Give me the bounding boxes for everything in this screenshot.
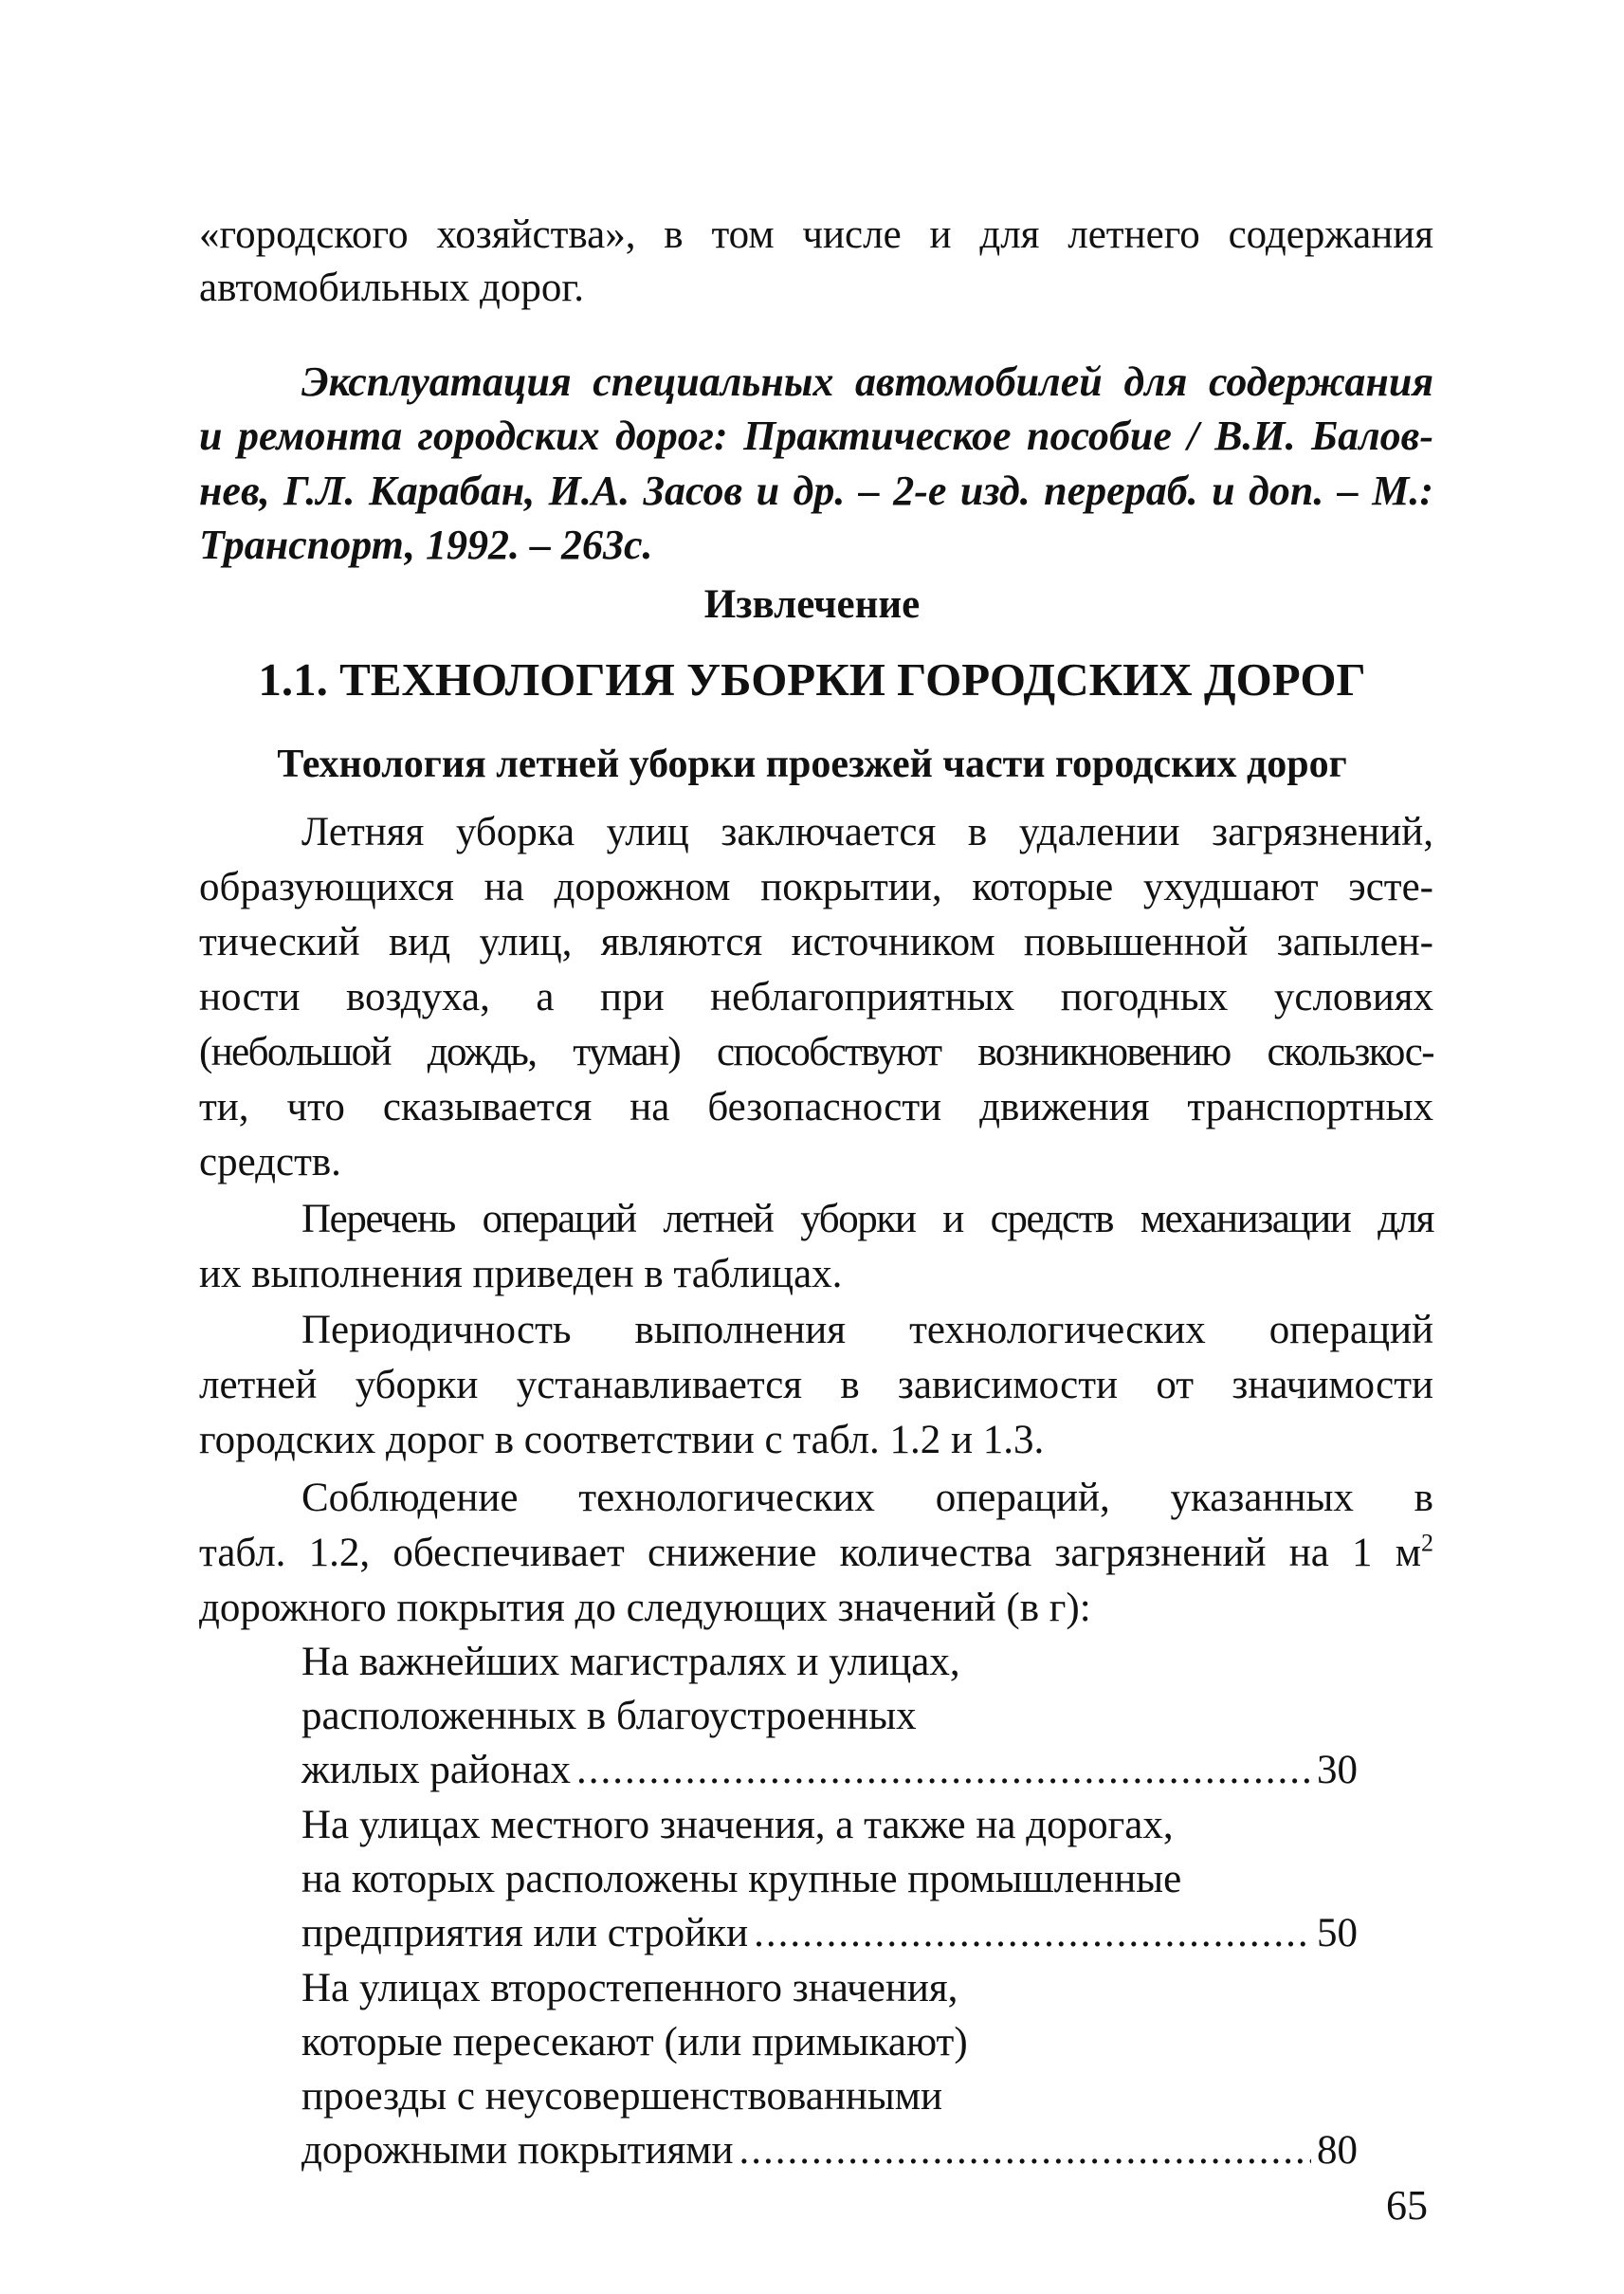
value-item-line: которые пересекают (или примыкают) xyxy=(301,2020,968,2065)
paragraph-line: дорожного покрытия до следующих значений (в г): xyxy=(199,1586,1091,1630)
value-item-label: предприятия или стройки xyxy=(301,1911,749,1955)
intro-line: автомобильных дорог. xyxy=(199,266,584,310)
superscript: 2 xyxy=(1421,1529,1433,1557)
value-item-line: На важнейших магистралях и улицах, xyxy=(301,1640,960,1684)
reference-line: Эксплуатация специальных автомобилей для содержания xyxy=(301,358,1433,405)
value-item-leader xyxy=(301,2124,1358,2177)
value-item-line: расположенных в благоустроенных xyxy=(301,1694,917,1738)
value-item-number: 80 xyxy=(1317,2128,1358,2173)
section-title: 1.1. ТЕХНОЛОГИЯ УБОРКИ ГОРОДСКИХ ДОРОГ xyxy=(258,653,1366,706)
reference-line: и ремонта городских дорог: Практическое пособие / В.И. Балов- xyxy=(199,413,1433,459)
value-item-line: проезды с неусовершенствованными xyxy=(301,2074,943,2119)
paragraph-line: их выполнения приведен в таблицах. xyxy=(199,1252,843,1296)
dot-leader xyxy=(754,1907,1311,1960)
value-item-line: На улицах второстепенного значения, xyxy=(301,1966,958,2010)
value-item-leader xyxy=(301,1744,1358,1797)
paragraph-line xyxy=(199,1527,1433,1580)
reference-line: нев, Г.Л. Карабан, И.А. Засов и др. – 2-е изд. перераб. и доп. – М.: xyxy=(199,468,1433,514)
paragraph-line: летней уборки устанавливается в зависимости от значимости xyxy=(199,1363,1433,1407)
extract-label: Извлечение xyxy=(703,582,921,627)
paragraph-line: тический вид улиц, являются источником повышенной запылен- xyxy=(199,920,1433,964)
dot-leader xyxy=(576,1744,1311,1797)
dot-leader xyxy=(739,2124,1312,2177)
value-item-number: 30 xyxy=(1317,1748,1358,1792)
intro-line: «городского хозяйства», в том числе и для летнего содержания xyxy=(199,212,1433,257)
paragraph-line: Летняя уборка улиц заключается в удалении загрязнений, xyxy=(301,810,1433,854)
reference-line: Транспорт, 1992. – 263с. xyxy=(199,522,653,568)
paragraph-line: Периодичность выполнения технологических операций xyxy=(301,1308,1433,1352)
paragraph-line: (небольшой дождь, туман) способствуют возникновению скользкос- xyxy=(199,1030,1433,1074)
value-item-leader xyxy=(301,1907,1358,1960)
paragraph-line: Соблюдение технологических операций, указанных в xyxy=(301,1476,1433,1520)
paragraph-line: средств. xyxy=(199,1140,341,1184)
paragraph-line: ти, что сказывается на безопасности движения транспортных xyxy=(199,1085,1433,1129)
paragraph-line: городских дорог в соответствии с табл. 1.2 и 1.3. xyxy=(199,1418,1045,1462)
value-item-line: на которых расположены крупные промышленные xyxy=(301,1857,1182,1901)
paragraph-line: Перечень операций летней уборки и средств механизации для xyxy=(301,1197,1433,1241)
subsection-title: Технология летней уборки проезжей части городских дорог xyxy=(277,743,1347,786)
paragraph-line: образующихся на дорожном покрытии, которые ухудшают эсте- xyxy=(199,865,1433,909)
value-item-label: дорожными покрытиями xyxy=(301,2128,734,2173)
value-item-number: 50 xyxy=(1317,1911,1358,1955)
page-number: 65 xyxy=(1386,2182,1428,2229)
value-item-line: На улицах местного значения, а также на дорогах, xyxy=(301,1803,1174,1847)
paragraph-text: табл. 1.2, обеспечивает снижение количества загрязнений на 1 м xyxy=(199,1531,1421,1575)
value-item-label: жилых районах xyxy=(301,1748,572,1792)
paragraph-line: ности воздуха, а при неблагоприятных погодных условиях xyxy=(199,975,1433,1019)
